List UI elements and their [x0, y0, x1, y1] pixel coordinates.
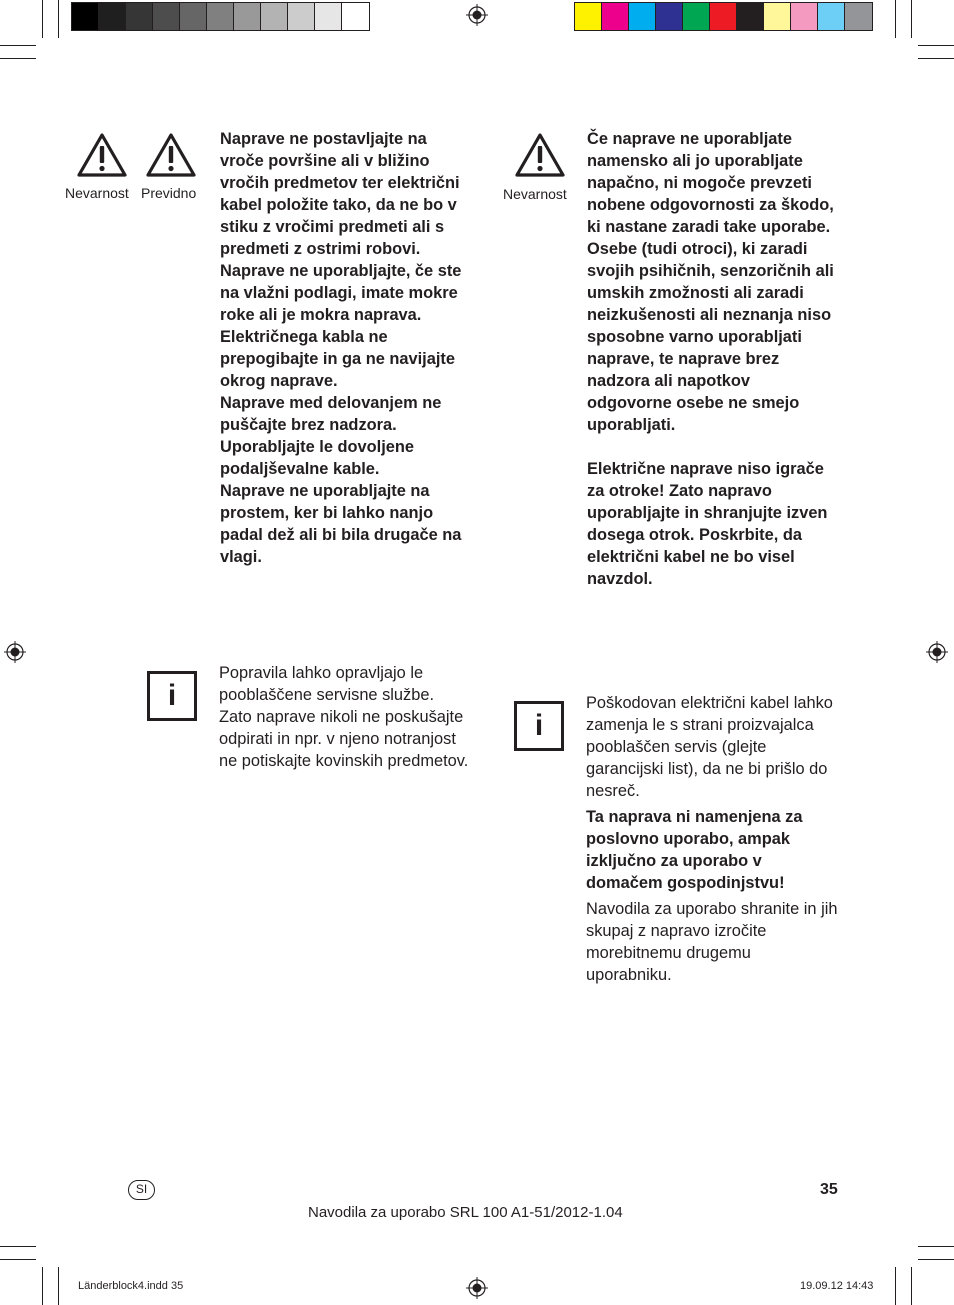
info-paragraph: Navodila za uporabo shranite in jih skupaj z napravo izročite morebitnemu drugemu uporabniku.: [586, 900, 838, 984]
bleed-mark: [58, 1267, 59, 1305]
gray-swatch: [207, 3, 234, 30]
color-swatch: [656, 3, 683, 30]
gray-swatch: [72, 3, 99, 30]
process-color-bar: [574, 2, 873, 31]
info-icon: i: [147, 671, 197, 721]
gray-swatch: [153, 3, 180, 30]
bleed-mark: [895, 1267, 896, 1305]
crop-mark: [42, 0, 43, 38]
crop-mark: [42, 1267, 43, 1305]
warning-paragraph: Uporabljajte le dovoljene podaljševalne kable.: [220, 438, 414, 478]
danger-caption: Nevarnost: [503, 186, 567, 202]
color-swatch: [791, 3, 818, 30]
warning-paragraph: Če naprave ne uporabljate namensko ali jo uporabljate napačno, ni mogoče prevzeti nobene odgovornosti za škodo, ki nastane zaradi take uporabe.: [587, 130, 834, 236]
gray-swatch: [261, 3, 288, 30]
danger-caption: Nevarnost: [65, 185, 129, 201]
color-swatch: [575, 3, 602, 30]
warning-paragraph: Naprave ne uporabljajte, če ste na vlažni podlagi, imate mokre roke ali je mokra naprava.: [220, 262, 462, 324]
bleed-mark: [58, 0, 59, 38]
manual-reference: Navodila za uporabo SRL 100 A1-51/2012-1.04: [308, 1204, 623, 1221]
crop-mark: [0, 1259, 36, 1260]
gray-swatch: [126, 3, 153, 30]
left-info-text: Popravila lahko opravljajo le pooblaščene servisne službe. Zato naprave nikoli ne poskušajte odpirati in npr. v njeno notranjost ne potiskajte kovinskih predmetov.: [219, 664, 469, 770]
gray-swatch: [315, 3, 342, 30]
gray-swatch: [342, 3, 369, 30]
gray-swatch: [234, 3, 261, 30]
danger-warning-icon: [514, 132, 566, 178]
language-badge: SI: [128, 1180, 155, 1200]
registration-mark-icon: [926, 641, 948, 663]
print-slug-date: 19.09.12 14:43: [800, 1280, 874, 1292]
warning-paragraph: Električnega kabla ne prepogibajte in ga ne navijajte okrog naprave.: [220, 328, 455, 390]
info-paragraph-bold: Ta naprava ni namenjena za poslovno uporabo, ampak izključno za uporabo v domačem gospodinjstvu!: [586, 808, 803, 892]
bleed-mark: [895, 0, 896, 38]
info-icon: i: [514, 701, 564, 751]
warning-paragraph: Naprave ne uporabljajte na prostem, ker bi lahko nanjo padal dež ali bi bila drugače na vlagi.: [220, 482, 462, 566]
left-warning-text: [220, 128, 468, 568]
info-paragraph: Poškodovan električni kabel lahko zamenja le s strani proizvajalca pooblaščen servis (glejte garancijski list), da ne bi prišlo do nesreč.: [586, 694, 833, 800]
color-swatch: [764, 3, 791, 30]
registration-mark-icon: [466, 4, 488, 26]
crop-mark: [0, 45, 36, 46]
crop-mark: [918, 45, 954, 46]
color-swatch: [818, 3, 845, 30]
registration-mark-icon: [4, 641, 26, 663]
page-number: 35: [820, 1181, 838, 1198]
crop-mark: [911, 1267, 912, 1305]
crop-mark: [911, 0, 912, 38]
grayscale-color-bar: [71, 2, 370, 31]
crop-mark: [918, 1259, 954, 1260]
color-swatch: [629, 3, 656, 30]
bleed-mark: [0, 58, 36, 59]
right-info-text: [586, 692, 838, 986]
gray-swatch: [180, 3, 207, 30]
warning-paragraph: Naprave ne postavljajte na vroče površine ali v bližino vročih predmetov ter električni kabel položite tako, da ne bo v stiku z vročimi predmeti ali s predmeti z ostrimi robovi.: [220, 130, 460, 258]
caution-caption: Previdno: [141, 185, 197, 201]
warning-paragraph: Električne naprave niso igrače za otroke! Zato napravo uporabljajte in shranjujte izven dosega otrok. Poskrbite, da električni kabel ne bo visel navzdol.: [587, 460, 828, 588]
color-swatch: [710, 3, 737, 30]
caution-warning-icon: [145, 132, 197, 178]
registration-mark-icon: [466, 1277, 488, 1299]
warning-paragraph: Osebe (tudi otroci), ki zaradi svojih psihičnih, senzoričnih ali umskih zmožnosti ali zaradi neizkušenosti ali neznanja niso sposobne varno uporabljati naprave, te naprave brez nadzora ali napotkov odgovorne osebe ne smejo uporabljati.: [587, 240, 834, 434]
color-swatch: [737, 3, 764, 30]
color-swatch: [683, 3, 710, 30]
bleed-mark: [918, 58, 954, 59]
warning-paragraph: Naprave med delovanjem ne puščajte brez nadzora.: [220, 394, 442, 434]
right-warning-text: [587, 128, 839, 590]
color-swatch: [602, 3, 629, 30]
gray-swatch: [288, 3, 315, 30]
print-slug-file: Länderblock4.indd 35: [78, 1280, 184, 1292]
bleed-mark: [918, 1246, 954, 1247]
danger-warning-icon: [76, 132, 128, 178]
color-swatch: [845, 3, 872, 30]
bleed-mark: [0, 1246, 36, 1247]
gray-swatch: [99, 3, 126, 30]
